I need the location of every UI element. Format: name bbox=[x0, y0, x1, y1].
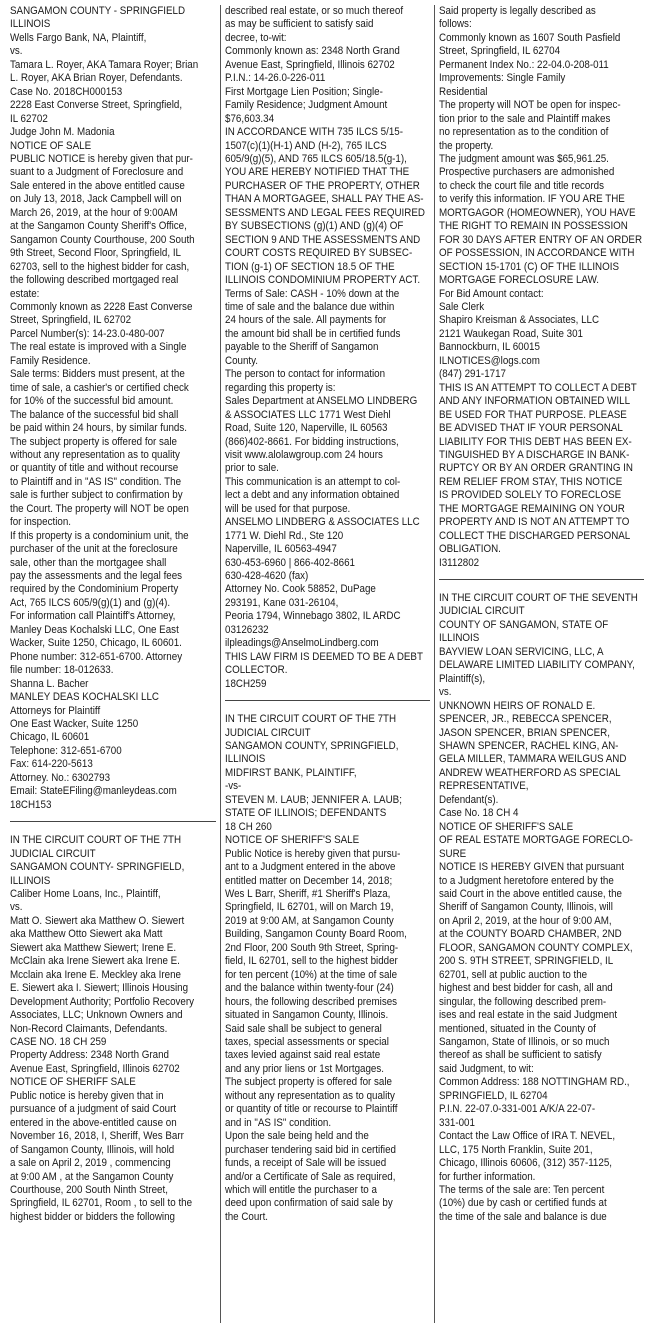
notice-line: Wes L Barr, Sheriff, #1 Sheriff's Plaza, bbox=[225, 888, 391, 900]
notice-line: Telephone: 312-651-6700 bbox=[10, 744, 122, 757]
notice-line: highest and best bidder for cash, all and bbox=[439, 982, 613, 995]
notice-line: Family Residence. bbox=[10, 354, 91, 367]
notice-line: visit www.alolawgroup.com 24 hours bbox=[225, 448, 383, 461]
notice-line: Development Authority; Portfolio Recovery bbox=[10, 995, 195, 1008]
notice-line: LIABILITY FOR THIS DEBT HAS BEEN EX- bbox=[439, 435, 632, 448]
notice-line: Public Notice is hereby given that pursu- bbox=[225, 847, 401, 860]
notice-line: THAN A MORTGAGEE, SHALL PAY THE AS- bbox=[225, 193, 424, 206]
notice-line: decree, to-wit: bbox=[225, 31, 287, 44]
notice-line: MORTGAGOR (HOMEOWNER), YOU HAVE bbox=[439, 206, 636, 219]
notice-line: THE RIGHT TO REMAIN IN POSSESSION bbox=[439, 220, 628, 233]
notice-line: Act, 765 ILCS 605/9(g)(1) and (g)(4). bbox=[10, 596, 171, 609]
notice-line: 9th Street, Second Floor, Springfield, IL bbox=[10, 247, 181, 260]
notice-line: Sale Clerk bbox=[439, 300, 485, 313]
notice-line: 2228 East Converse Street, Springfield, bbox=[10, 99, 183, 112]
notice-line: & ASSOCIATES LLC 1771 West Diehl bbox=[225, 408, 391, 421]
notice-line: JUDICIAL CIRCUIT bbox=[225, 726, 311, 739]
notice-line: Upon the sale being held and the bbox=[225, 1130, 369, 1143]
legal-notice bbox=[10, 5, 216, 812]
notice-line: JUDICIAL CIRCUIT bbox=[10, 847, 96, 860]
notice-line: the following described mortgaged real bbox=[10, 274, 179, 287]
notice-line: prior to sale. bbox=[225, 462, 279, 475]
notice-line: funds, a receipt of Sale will be issued bbox=[225, 1157, 387, 1170]
notice-line: to a Judgment heretofore entered by the bbox=[439, 874, 614, 887]
notice-line: and the balance within twenty-four (24) bbox=[225, 982, 394, 995]
notice-line: Improvements: Single Family bbox=[439, 72, 566, 85]
notice-line: estate: bbox=[10, 287, 40, 300]
notice-line: AND ANY INFORMATION OBTAINED WILL bbox=[439, 395, 631, 408]
notice-line: Fax: 614-220-5613 bbox=[10, 758, 93, 771]
notice-line: ILLINOIS bbox=[10, 874, 51, 887]
notice-line: time of sale, a cashier's or certified check bbox=[10, 381, 189, 394]
notice-line: The subject property is offered for sale bbox=[10, 435, 177, 448]
notice-line: Springfield, IL 62701, will on March 19, bbox=[225, 901, 394, 914]
notice-line: 18CH153 bbox=[10, 798, 52, 811]
notice-line: payable to the Sheriff of Sangamon bbox=[225, 341, 379, 354]
notice-line: 331-001 bbox=[439, 1116, 475, 1129]
notice-line: -vs- bbox=[225, 780, 242, 793]
notice-line: Sale terms: Bidders must present, at the bbox=[10, 368, 185, 381]
notice-line: The judgment amount was $65,961.25. bbox=[439, 152, 609, 165]
notice-line: 630-453-6960 | 866-402-8661 bbox=[225, 556, 356, 569]
notice-line: Mcclain aka Irene E. Meckley aka Irene bbox=[10, 968, 181, 981]
notice-line: and in "AS IS" condition. bbox=[225, 1116, 332, 1129]
notice-line: vs. bbox=[10, 45, 23, 58]
notice-line: at 9:00 AM , at the Sangamon County bbox=[10, 1170, 174, 1183]
notice-line: taxes, special assessments or special bbox=[225, 1035, 389, 1048]
notice-line: 18 CH 260 bbox=[225, 820, 272, 833]
notice-line: E. Siewert aka I. Siewert; Illinois Housing bbox=[10, 982, 189, 995]
notice-line: Sale entered in the above entitled cause bbox=[10, 179, 185, 192]
notice-line: Parcel Number(s): 14-23.0-480-007 bbox=[10, 327, 165, 340]
notice-line: file number: 18-012633. bbox=[10, 664, 114, 677]
notice-line: NOTICE IS HEREBY GIVEN that pursuant bbox=[439, 861, 624, 874]
notice-line: L. Royer, AKA Brian Royer, Defendants. bbox=[10, 72, 183, 85]
notice-line: for inspection. bbox=[10, 516, 71, 529]
notice-line: Associates, LLC; Unknown Owners and bbox=[10, 1009, 183, 1022]
notice-line: field, IL 62701, sell to the highest bidder bbox=[225, 955, 398, 968]
notice-line: Email: StateEFiling@manleydeas.com bbox=[10, 785, 177, 798]
notice-line: 24 hours of the sale. All payments for bbox=[225, 314, 387, 327]
notice-line: IN THE CIRCUIT COURT OF THE SEVENTH bbox=[439, 592, 638, 605]
notice-line: time of sale and the balance due within bbox=[225, 300, 395, 313]
notice-line: Sangamon, State of Illinois, or so much bbox=[439, 1035, 610, 1048]
notice-line: Wacker, Suite 1250, Chicago, IL 60601. bbox=[10, 637, 182, 650]
notice-line: for 10% of the successful bid amount. bbox=[10, 395, 174, 408]
notice-line: YOU ARE HEREBY NOTIFIED THAT THE bbox=[225, 166, 410, 179]
notice-line: STEVEN M. LAUB; JENNIFER A. LAUB; bbox=[225, 793, 402, 806]
notice-line: THIS LAW FIRM IS DEEMED TO BE A DEBT bbox=[225, 650, 423, 663]
notice-line: MANLEY DEAS KOCHALSKI LLC bbox=[10, 691, 159, 704]
notice-line: March 26, 2019, at the hour of 9:00AM bbox=[10, 206, 178, 219]
notice-line: Common Address: 188 NOTTINGHAM RD., bbox=[439, 1076, 630, 1089]
notice-line: TION (g-1) OF SECTION 18.5 OF THE bbox=[225, 260, 395, 273]
notice-line: be paid within 24 hours, by similar funds. bbox=[10, 422, 187, 435]
notice-line: Said sale shall be subject to general bbox=[225, 1022, 382, 1035]
notice-line: Courthouse, 200 South Ninth Street, bbox=[10, 1183, 168, 1196]
notice-line: Defendant(s). bbox=[439, 793, 499, 806]
notice-line: Said property is legally described as bbox=[439, 5, 596, 17]
notice-line: ILLINOIS CONDOMINIUM PROPERTY ACT. bbox=[225, 274, 421, 287]
notice-line: singular, the following described prem- bbox=[439, 995, 607, 1008]
notice-line: SURE bbox=[439, 847, 467, 860]
notice-line: IN THE CIRCUIT COURT OF THE 7TH bbox=[225, 713, 397, 726]
notice-line: (847) 291-1717 bbox=[439, 368, 506, 381]
notice-line: said Court in the above entitled cause, the bbox=[439, 888, 622, 900]
notice-line: McClain aka Irene Siewert aka Irene E. bbox=[10, 955, 180, 968]
notice-line: to verify this information. IF YOU ARE THE bbox=[439, 193, 625, 206]
notice-line: on April 2, 2019, at the hour of 9:00 AM, bbox=[439, 914, 612, 927]
notice-line: P.I.N.: 14-26.0-226-011 bbox=[225, 72, 326, 85]
notice-line: required by the Condominium Property bbox=[10, 583, 179, 596]
notice-line: Avenue East, Springfield, Illinois 62702 bbox=[225, 58, 395, 71]
notice-line: Judge John M. Madonia bbox=[10, 126, 115, 139]
notice-line: ANSELMO LINDBERG & ASSOCIATES LLC bbox=[225, 516, 420, 529]
notice-line: Prospective purchasers are admonished bbox=[439, 166, 615, 179]
notice-line: TINGUISHED BY A DISCHARGE IN BANK- bbox=[439, 448, 630, 461]
notice-line: JASON SPENCER, BRIAN SPENCER, bbox=[439, 726, 610, 739]
notice-line: BE ADVISED THAT IF YOUR PERSONAL bbox=[439, 422, 623, 435]
notice-line: at the Sangamon County Sheriff's Office, bbox=[10, 220, 187, 233]
notice-line: RUPTCY OR BY AN ORDER GRANTING IN bbox=[439, 462, 633, 475]
notice-line: Shapiro Kreisman & Associates, LLC bbox=[439, 314, 600, 327]
notice-line: The person to contact for information bbox=[225, 368, 386, 381]
notice-line: SECTION 15-1701 (C) OF THE ILLINOIS bbox=[439, 260, 620, 273]
column-1 bbox=[6, 5, 220, 1323]
notice-line: and any prior liens or 1st Mortgages. bbox=[225, 1062, 385, 1075]
notice-line: vs. bbox=[10, 901, 23, 914]
notice-line: One East Wacker, Suite 1250 bbox=[10, 718, 139, 731]
notice-line: IL 62702 bbox=[10, 112, 48, 125]
notice-line: to check the court file and title records bbox=[439, 179, 604, 192]
notice-line: Phone number: 312-651-6700. Attorney bbox=[10, 650, 183, 663]
notice-line: JUDICIAL CIRCUIT bbox=[439, 605, 525, 618]
notice-line: 630-428-4620 (fax) bbox=[225, 570, 309, 583]
notice-divider bbox=[225, 700, 430, 701]
notice-line: ises and real estate in the said Judgment bbox=[439, 1009, 618, 1022]
notice-line: tion prior to the sale and Plaintiff makes bbox=[439, 112, 611, 125]
column-3 bbox=[434, 5, 648, 1323]
notice-line: CASE NO. 18 CH 259 bbox=[10, 1035, 107, 1048]
notice-line: at the COUNTY BOARD CHAMBER, 2ND bbox=[439, 928, 622, 941]
notice-line: LLC, 175 North Franklin, Suite 201, bbox=[439, 1143, 593, 1156]
notice-line: For Bid Amount contact: bbox=[439, 287, 544, 300]
notice-line: Terms of Sale: CASH - 10% down at the bbox=[225, 287, 400, 300]
notice-line: of Sangamon County, Illinois, will hold bbox=[10, 1143, 175, 1156]
notice-line: $76,603.34 bbox=[225, 112, 275, 125]
notice-line: COUNTY OF SANGAMON, STATE OF bbox=[439, 618, 609, 631]
notice-line: Chicago, Illinois 60606, (312) 357-1125, bbox=[439, 1157, 612, 1170]
notice-line: FOR 30 DAYS AFTER ENTRY OF AN ORDER bbox=[439, 233, 643, 246]
notice-line: regarding this property is: bbox=[225, 381, 336, 394]
notice-line: ILLINOIS bbox=[10, 18, 51, 31]
notice-line: Street, Springfield, IL 62702 bbox=[10, 314, 132, 327]
notice-line: OBLIGATION. bbox=[439, 543, 501, 556]
notice-line: IN THE CIRCUIT COURT OF THE 7TH bbox=[10, 834, 182, 847]
notice-line: vs. bbox=[439, 686, 452, 699]
legal-notice bbox=[439, 5, 644, 570]
notice-line: ant to a Judgment entered in the above bbox=[225, 861, 396, 874]
legal-notice bbox=[225, 713, 430, 1224]
notice-line: Attorney No. Cook 58852, DuPage bbox=[225, 583, 376, 596]
notice-line: IS PROVIDED SOLELY TO FORECLOSE bbox=[439, 489, 622, 502]
notice-line: deed upon confirmation of said sale by bbox=[225, 1197, 393, 1210]
notice-line: Wells Fargo Bank, NA, Plaintiff, bbox=[10, 31, 147, 44]
notice-line: SECTION 9 AND THE ASSESSMENTS AND bbox=[225, 233, 421, 246]
notice-line: the Court. The property will NOT be open bbox=[10, 502, 189, 515]
notice-line: STATE OF ILLINOIS; DEFENDANTS bbox=[225, 807, 387, 820]
notice-line: FLOOR, SANGAMON COUNTY COMPLEX, bbox=[439, 941, 633, 954]
notice-line: REM RELIEF FROM STAY, THIS NOTICE bbox=[439, 475, 623, 488]
notice-line: UNKNOWN HEIRS OF RONALD E. bbox=[439, 699, 596, 712]
notice-line: MIDFIRST BANK, PLAINTIFF, bbox=[225, 766, 357, 779]
notice-line: Property Address: 2348 North Grand bbox=[10, 1049, 170, 1062]
notice-line: BY SUBSECTIONS (g)(1) AND (g)(4) OF bbox=[225, 220, 404, 233]
notice-line: IN ACCORDANCE WITH 735 ILCS 5/15- bbox=[225, 126, 404, 139]
notice-line: BAYVIEW LOAN SERVICING, LLC, A bbox=[439, 645, 604, 658]
notice-line: ILLINOIS bbox=[439, 632, 480, 645]
notice-line: NOTICE OF SHERIFF'S SALE bbox=[225, 834, 360, 847]
notice-divider bbox=[10, 821, 216, 822]
notice-line: no representation as to the condition of bbox=[439, 126, 609, 139]
notice-line: sale, other than the mortgagee shall bbox=[10, 556, 167, 569]
notice-line: The terms of the sale are: Ten percent bbox=[439, 1183, 605, 1196]
notice-line: described real estate, or so much thereof bbox=[225, 5, 404, 17]
column-2 bbox=[220, 5, 434, 1323]
notice-line: OF POSSESSION, IN ACCORDANCE WITH bbox=[439, 247, 635, 260]
notice-divider bbox=[439, 579, 644, 580]
notice-line: 62703, sell to the highest bidder for cash, bbox=[10, 260, 190, 273]
notice-line: Tamara L. Royer, AKA Tamara Royer; Brian bbox=[10, 58, 199, 71]
notice-line: I3112802 bbox=[439, 556, 480, 569]
notice-line: said Judgment, to wit: bbox=[439, 1062, 534, 1075]
notice-line: 1507(c)(1)(H-1) AND (H-2), 765 ILCS bbox=[225, 139, 387, 152]
notice-line: GELA MILLER, TAMMARA WEILGUS AND bbox=[439, 753, 627, 766]
notice-line: SANGAMON COUNTY - SPRINGFIELD bbox=[10, 5, 186, 17]
notice-line: 293191, Kane 031-26104, bbox=[225, 596, 339, 609]
notice-line: COLLECTOR. bbox=[225, 664, 288, 677]
notice-line: SANGAMON COUNTY, SPRINGFIELD, bbox=[225, 740, 399, 753]
notice-line: Commonly known as 1607 South Pasfield bbox=[439, 31, 621, 44]
legal-notice bbox=[10, 834, 216, 1224]
legal-notice bbox=[439, 592, 644, 1224]
notice-line: P.I.N. 22-07.0-331-001 A/K/A 22-07- bbox=[439, 1103, 596, 1116]
notice-line: (10%) due by cash or certified funds at bbox=[439, 1197, 607, 1210]
notice-line: or quantity of title or recourse to Plaintiff bbox=[225, 1103, 398, 1116]
notice-line: PROPERTY AND IS NOT AN ATTEMPT TO bbox=[439, 516, 630, 529]
notice-line: PUBLIC NOTICE is hereby given that pur- bbox=[10, 152, 193, 165]
notice-line: 1771 W. Diehl Rd., Ste 120 bbox=[225, 529, 344, 542]
notice-line: pursuance of a judgment of said Court bbox=[10, 1103, 177, 1116]
notice-line: Case No. 18 CH 4 bbox=[439, 807, 519, 820]
notice-line: Permanent Index No.: 22-04.0-208-011 bbox=[439, 58, 609, 71]
notice-line: Sheriff of Sangamon County, Illinois, will bbox=[439, 901, 613, 914]
notice-line: situated in Sangamon County, Illinois. bbox=[225, 1009, 389, 1022]
notice-line: Building, Sangamon County Board Room, bbox=[225, 928, 407, 941]
notice-line: Family Residence; Judgment Amount bbox=[225, 99, 388, 112]
notice-line: will be used for that purpose. bbox=[225, 502, 351, 515]
notice-line: Attorney. No.: 6302793 bbox=[10, 771, 111, 784]
notice-line: without any representation as to quality bbox=[225, 1089, 395, 1102]
notice-line: 2nd Floor, 200 South 9th Street, Spring- bbox=[225, 941, 399, 954]
notice-line: 605/9(g)(5), AND 765 ILCS 605/18.5(g-1), bbox=[225, 152, 407, 165]
notice-line: 200 S. 9TH STREET, SPRINGFIELD, IL bbox=[439, 955, 614, 968]
notice-line: entitled matter on December 14, 2018; bbox=[225, 874, 393, 887]
notice-line: ILNOTICES@logs.com bbox=[439, 354, 540, 367]
notice-line: First Mortgage Lien Position; Single- bbox=[225, 85, 383, 98]
notice-line: 18CH259 bbox=[225, 677, 267, 690]
notice-line: on July 13, 2018, Jack Campbell will on bbox=[10, 193, 182, 206]
notice-line: For information call Plaintiff's Attorney, bbox=[10, 610, 176, 623]
notice-line: The real estate is improved with a Single bbox=[10, 341, 187, 354]
notice-line: (866)402-8661. For bidding instructions, bbox=[225, 435, 399, 448]
notice-line: highest bidder or bidders the following bbox=[10, 1210, 176, 1223]
notice-line: Road, Suite 120, Naperville, IL 60563 bbox=[225, 422, 388, 435]
notice-line: the time of the sale and balance is due bbox=[439, 1210, 607, 1223]
notice-line: The subject property is offered for sale bbox=[225, 1076, 392, 1089]
notice-line: SPRINGFIELD, IL 62704 bbox=[439, 1089, 548, 1102]
notice-line: NOTICE OF SHERIFF'S SALE bbox=[439, 820, 574, 833]
notice-line: 62701, sell at public auction to the bbox=[439, 968, 588, 981]
notice-line: THIS IS AN ATTEMPT TO COLLECT A DEBT bbox=[439, 381, 637, 394]
notice-line: Naperville, IL 60563-4947 bbox=[225, 543, 337, 556]
notice-line: a sale on April 2, 2019 , commencing bbox=[10, 1157, 171, 1170]
notice-line: Street, Springfield, IL 62704 bbox=[439, 45, 561, 58]
notice-line: as may be sufficient to satisfy said bbox=[225, 18, 374, 31]
notice-line: or quantity of title and without recourse bbox=[10, 462, 179, 475]
notice-line: for ten percent (10%) at the time of sale bbox=[225, 968, 398, 981]
notice-line: SESSMENTS AND LEGAL FEES REQUIRED bbox=[225, 206, 425, 219]
notice-line: purchaser of the unit at the foreclosure bbox=[10, 543, 178, 556]
notice-line: pay the assessments and the legal fees bbox=[10, 570, 183, 583]
notice-line: hours, the following described premises bbox=[225, 995, 398, 1008]
notice-line: The property will NOT be open for inspec- bbox=[439, 99, 621, 112]
notice-line: Sangamon County Courthouse, 200 South bbox=[10, 233, 195, 246]
notice-line: SHAWN SPENCER, RACHEL KING, AN- bbox=[439, 740, 619, 753]
notice-line: County. bbox=[225, 354, 259, 367]
notice-line: which will entitle the purchaser to a bbox=[225, 1183, 377, 1196]
notice-line: Bannockburn, IL 60015 bbox=[439, 341, 540, 354]
notice-line: without any representation as to quality bbox=[10, 448, 180, 461]
notice-line: MORTGAGE FORECLOSURE LAW. bbox=[439, 274, 600, 287]
notice-line: Public notice is hereby given that in bbox=[10, 1089, 164, 1102]
notice-line: Matt O. Siewert aka Matthew O. Siewert bbox=[10, 914, 185, 927]
notice-line: Chicago, IL 60601 bbox=[10, 731, 90, 744]
notice-line: SPENCER, JR., REBECCA SPENCER, bbox=[439, 713, 612, 726]
notice-line: The balance of the successful bid shall bbox=[10, 408, 179, 421]
notice-line: SANGAMON COUNTY- SPRINGFIELD, bbox=[10, 861, 185, 874]
notice-line: DELAWARE LIMITED LIABILITY COMPANY, bbox=[439, 659, 635, 672]
notice-line: THE MORTGAGE REMAINING ON YOUR bbox=[439, 502, 625, 515]
notice-line: the Court. bbox=[225, 1210, 269, 1223]
notice-line: thereof as shall be sufficient to satisfy bbox=[439, 1049, 602, 1062]
notice-line: Sales Department at ANSELMO LINDBERG bbox=[225, 395, 418, 408]
notice-line: sale is further subject to confirmation by bbox=[10, 489, 183, 502]
notice-line: 2019 at 9:00 AM, at Sangamon County bbox=[225, 914, 394, 927]
notice-line: entered in the above-entitled cause on bbox=[10, 1116, 177, 1129]
notice-line: aka Matthew Otto Siewert aka Matt bbox=[10, 928, 163, 941]
notice-line: COURT COSTS REQUIRED BY SUBSEC- bbox=[225, 247, 413, 260]
notice-line: Residential bbox=[439, 85, 488, 98]
notice-line: November 16, 2018, I, Sheriff, Wes Barr bbox=[10, 1130, 184, 1143]
notice-line: follows: bbox=[439, 18, 472, 31]
notice-line: NOTICE OF SHERIFF SALE bbox=[10, 1076, 136, 1089]
notice-line: Case No. 2018CH000153 bbox=[10, 85, 123, 98]
notice-line: ilpleadings@AnselmoLindberg.com bbox=[225, 637, 379, 650]
notice-line: NOTICE OF SALE bbox=[10, 139, 92, 152]
notice-line: Commonly known as 2228 East Converse bbox=[10, 300, 193, 313]
notice-line: ILLINOIS bbox=[225, 753, 266, 766]
notice-line: Avenue East, Springfield, Illinois 62702 bbox=[10, 1062, 180, 1075]
notice-line: Caliber Home Loans, Inc., Plaintiff, bbox=[10, 888, 161, 900]
notice-line: the property. bbox=[439, 139, 494, 152]
notice-line: Peoria 1794, Winnebago 3802, IL ARDC bbox=[225, 610, 401, 623]
notice-line: PURCHASER OF THE PROPERTY, OTHER bbox=[225, 179, 420, 192]
notice-line: If this property is a condominium unit, the bbox=[10, 529, 189, 542]
notice-line: Contact the Law Office of IRA T. NEVEL, bbox=[439, 1130, 616, 1143]
notice-line: COLLECT THE DISCHARGED PERSONAL bbox=[439, 529, 631, 542]
notice-line: Attorneys for Plaintiff bbox=[10, 704, 101, 717]
notice-line: BE USED FOR THAT PURPOSE. PLEASE bbox=[439, 408, 627, 421]
notice-line: 2121 Waukegan Road, Suite 301 bbox=[439, 327, 583, 340]
notice-line: OF REAL ESTATE MORTGAGE FORECLO- bbox=[439, 834, 633, 847]
notice-line: Siewert aka Matthew Siewert; Irene E. bbox=[10, 941, 177, 954]
notice-line: Non-Record Claimants, Defendants. bbox=[10, 1022, 168, 1035]
notice-line: purchaser tendering said bid in certified bbox=[225, 1143, 396, 1156]
legal-notice bbox=[225, 5, 430, 691]
notice-line: suant to a Judgment of Foreclosure and bbox=[10, 166, 184, 179]
notice-line: to Plaintiff and in "AS IS" condition. The bbox=[10, 475, 182, 488]
notice-line: Springfield, IL 62701, Room , to sell to the bbox=[10, 1197, 193, 1210]
notice-line: Commonly known as: 2348 North Grand bbox=[225, 45, 400, 58]
notice-line: lect a debt and any information obtained bbox=[225, 489, 400, 502]
notice-line: 03126232 bbox=[225, 623, 269, 636]
notice-line: for further information. bbox=[439, 1170, 536, 1183]
notice-line: Plaintiff(s), bbox=[439, 672, 486, 685]
notice-line: Manley Deas Kochalski LLC, One East bbox=[10, 623, 179, 636]
notice-line: and/or a Certificate of Sale as required, bbox=[225, 1170, 396, 1183]
notice-line: mentioned, situated in the County of bbox=[439, 1022, 596, 1035]
notice-line: REPRESENTATIVE, bbox=[439, 780, 529, 793]
notice-line: taxes levied against said real estate bbox=[225, 1049, 381, 1062]
notice-line: Shanna L. Bacher bbox=[10, 677, 89, 690]
notice-line: the amount bid shall be in certified funds bbox=[225, 327, 401, 340]
notice-line: This communication is an attempt to col- bbox=[225, 475, 401, 488]
notice-line: ANDREW WEATHERFORD AS SPECIAL bbox=[439, 766, 621, 779]
